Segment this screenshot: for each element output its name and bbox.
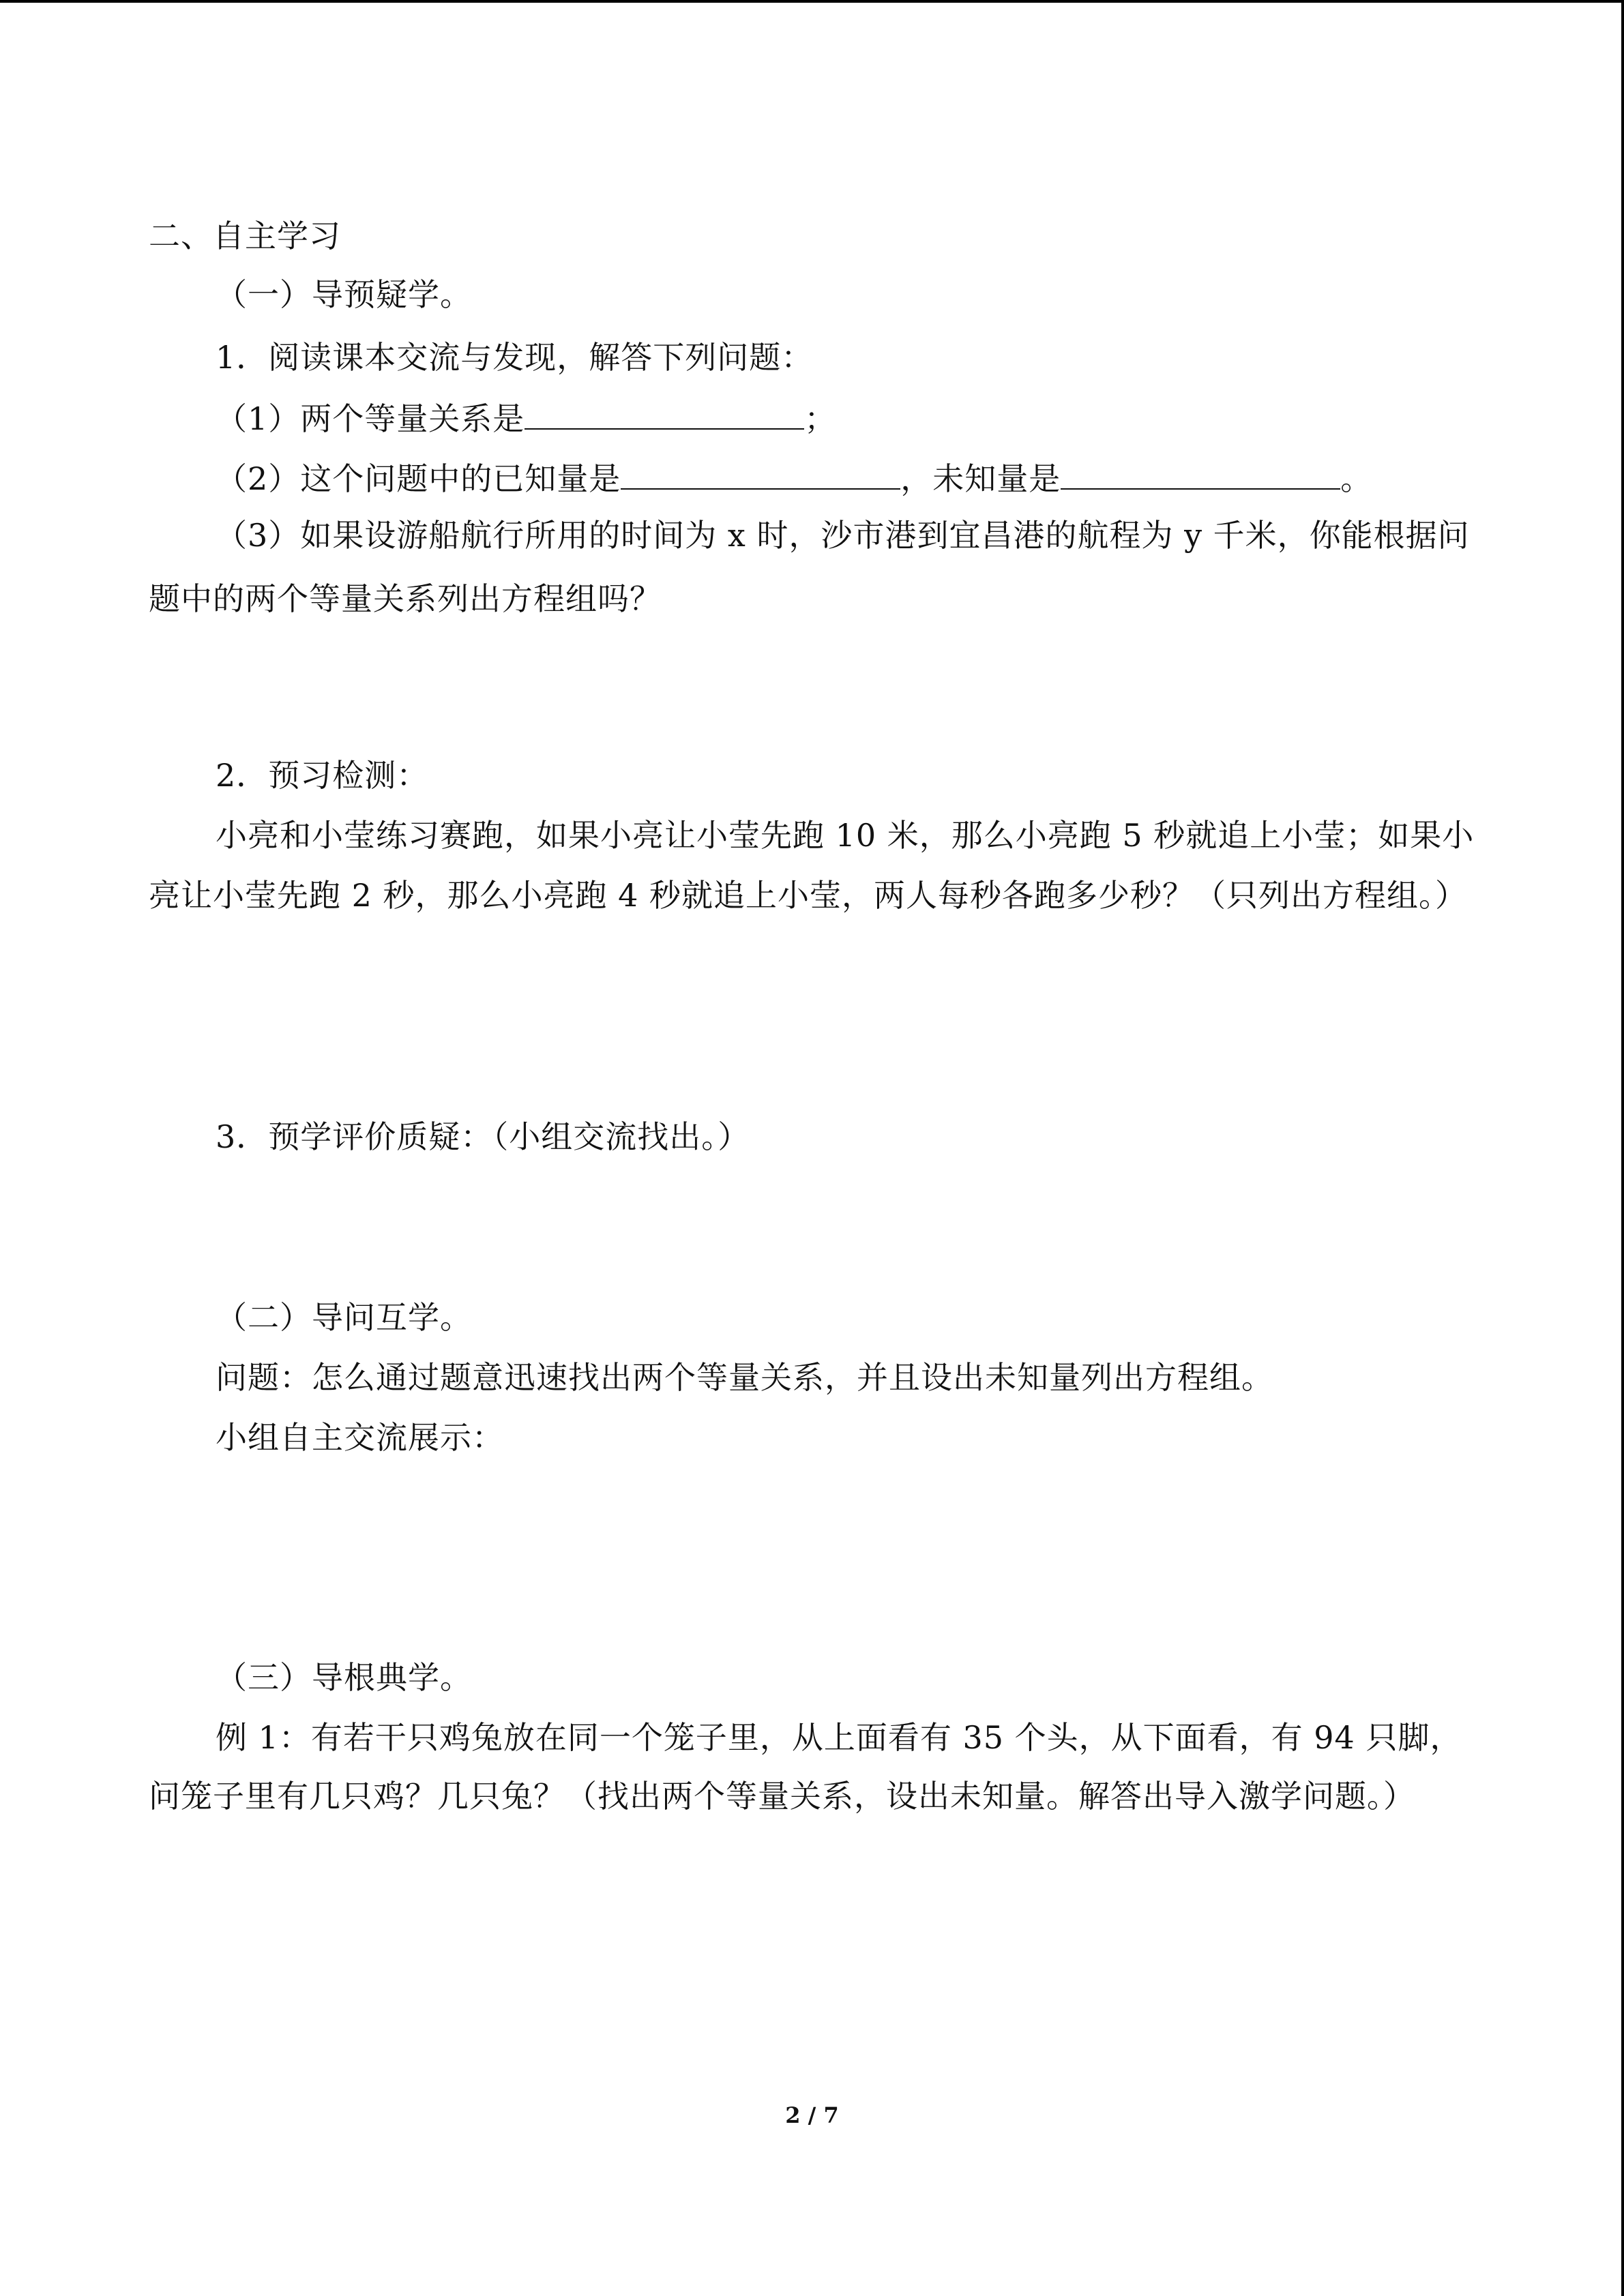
part2-display: 小组自主交流展示： bbox=[216, 1419, 504, 1456]
page-top-border bbox=[0, 0, 1624, 3]
question-1-blank[interactable] bbox=[525, 397, 804, 430]
item2-title: 2．预习检测： bbox=[216, 757, 429, 794]
part1-heading: （一）导预疑学。 bbox=[216, 276, 472, 313]
question-2-middle: ，未知量是 bbox=[900, 460, 1061, 497]
question-1-line bbox=[216, 397, 836, 439]
page-number: 2 / 7 bbox=[785, 2102, 839, 2128]
question-2-prefix: （2）这个问题中的已知量是 bbox=[216, 460, 621, 497]
example-1-line-1: 例 1：有若干只鸡兔放在同一个笼子里，从上面看有 35 个头，从下面看，有 94 只脚， bbox=[216, 1719, 1462, 1756]
question-1-prefix: （1）两个等量关系是 bbox=[216, 400, 525, 437]
item2-text-line-1: 小亮和小莹练习赛跑，如果小亮让小莹先跑 10 米，那么小亮跑 5 秒就追上小莹；如果小 bbox=[216, 817, 1475, 854]
question-2-line bbox=[216, 457, 1372, 499]
section-title: 二、自主学习 bbox=[149, 218, 341, 254]
unknown-quantity-blank[interactable] bbox=[1061, 457, 1340, 490]
part3-heading: （三）导根典学。 bbox=[216, 1659, 472, 1696]
part2-heading: （二）导问互学。 bbox=[216, 1299, 472, 1336]
known-quantity-blank[interactable] bbox=[621, 457, 900, 490]
item3-text: 3．预学评价质疑：（小组交流找出。） bbox=[216, 1118, 750, 1155]
question-3-line-2: 题中的两个等量关系列出方程组吗？ bbox=[149, 580, 662, 617]
example-1-line-2: 问笼子里有几只鸡？几只兔？（找出两个等量关系，设出未知量。解答出导入激学问题。） bbox=[149, 1778, 1415, 1815]
question-2-suffix: 。 bbox=[1340, 460, 1373, 497]
page-right-border bbox=[1621, 0, 1624, 2296]
part2-question: 问题：怎么通过题意迅速找出两个等量关系，并且设出未知量列出方程组。 bbox=[216, 1359, 1273, 1396]
question-3-line-1: （3）如果设游船航行所用的时间为 x 时，沙市港到宜昌港的航程为 y 千米，你能根据问 bbox=[216, 517, 1470, 554]
item2-text-line-2: 亮让小莹先跑 2 秒，那么小亮跑 4 秒就追上小莹，两人每秒各跑多少秒？（只列出方程组。） bbox=[149, 877, 1468, 914]
item1-intro: 1．阅读课本交流与发现，解答下列问题： bbox=[216, 339, 814, 376]
question-1-suffix: ； bbox=[804, 400, 837, 437]
